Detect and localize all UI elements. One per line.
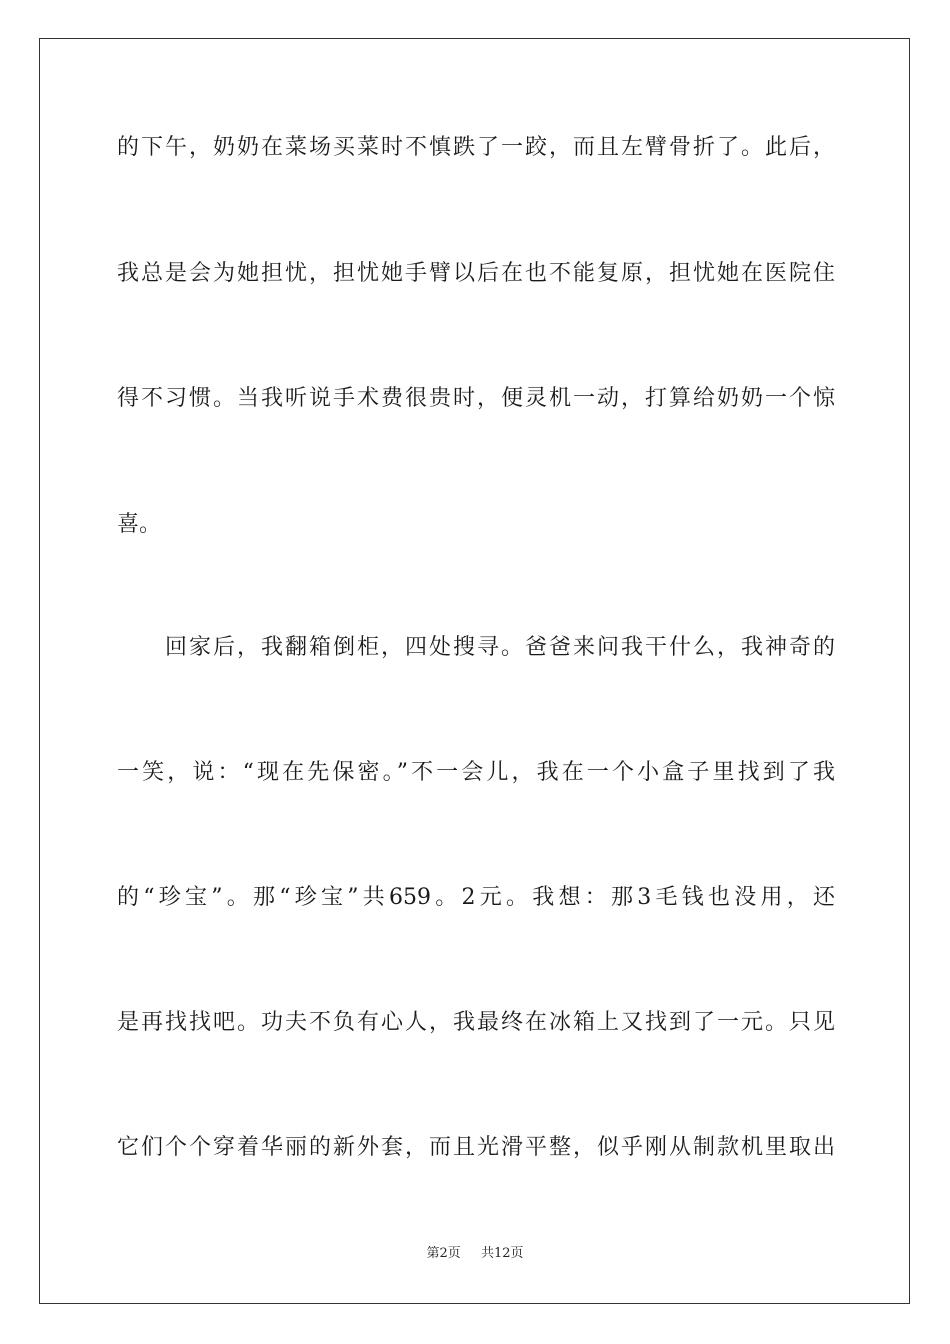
text-line-9: 它们个个穿着华丽的新外套，而且光滑平整，似乎刚从制款机里取出 xyxy=(117,1135,835,1160)
text-line-4: 喜。 xyxy=(117,512,162,537)
text-line-7: 的“珍宝”。那“珍宝”共659。2元。我想：那3毛钱也没用，还 xyxy=(117,885,835,910)
page-border xyxy=(39,38,910,1304)
text-line-2: 我总是会为她担忧，担忧她手臂以后在也不能复原，担忧她在医院住 xyxy=(117,261,835,286)
text-line-1: 的下午，奶奶在菜场买菜时不慎跌了一跤，而且左臂骨折了。此后， xyxy=(117,135,835,160)
page-number: 第2页 xyxy=(426,1246,461,1261)
text-line-5: 回家后，我翻箱倒柜，四处搜寻。爸爸来问我干什么，我神奇的 xyxy=(165,635,835,660)
text-line-3: 得不习惯。当我听说手术费很贵时，便灵机一动，打算给奶奶一个惊 xyxy=(117,386,835,411)
page-footer xyxy=(0,1245,950,1263)
page-total: 共12页 xyxy=(480,1246,524,1261)
text-line-6: 一笑，说：“现在先保密。”不一会儿，我在一个小盒子里找到了我 xyxy=(117,760,835,785)
text-line-8: 是再找找吧。功夫不负有心人，我最终在冰箱上又找到了一元。只见 xyxy=(117,1010,835,1035)
